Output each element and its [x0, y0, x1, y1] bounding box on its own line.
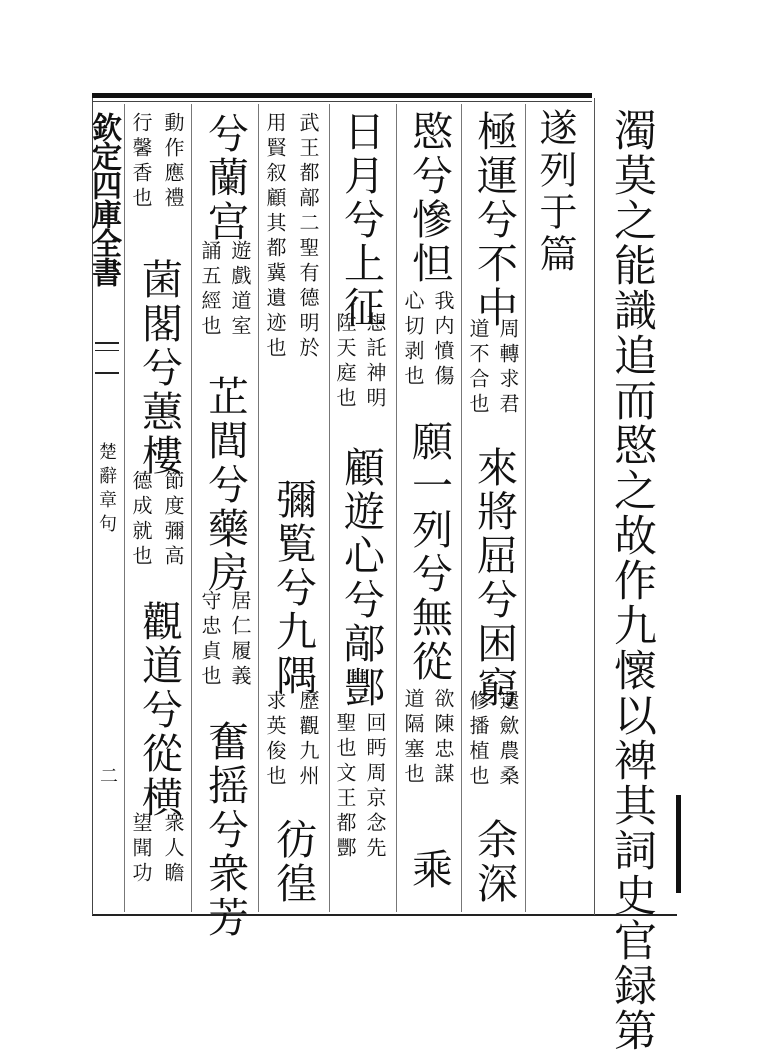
column-7-main-2: 芷閭兮藥房 [201, 375, 249, 595]
column-6-main-2: 彷徨 [269, 818, 317, 906]
column-3-note-1b: 道不合也 [466, 318, 490, 418]
column-5-main-1: 日月兮上征 [337, 110, 385, 330]
column-divider [329, 104, 330, 912]
column-3-note-2a: 還歛農桑 [496, 690, 520, 790]
column-7-note-1b: 誦五經也 [198, 240, 222, 340]
column-5-note-1b: 陞天庭也 [333, 312, 357, 412]
fold-mark [95, 342, 119, 374]
right-frame-line [594, 98, 595, 915]
column-4-note-2b: 道隔塞也 [401, 688, 425, 788]
column-divider [525, 104, 526, 912]
column-8-main-1: 菌閣兮蕙樓 [135, 258, 183, 478]
column-7-main-1: 兮蘭宫 [201, 112, 249, 244]
column-3-main-2: 來將屈兮困窮 [470, 446, 518, 710]
column-3-main-1: 極運兮不中 [470, 110, 518, 330]
column-8-note-3b: 望聞功 [129, 812, 153, 887]
column-8-note-2a: 節度彌高 [161, 470, 185, 570]
column-divider [396, 104, 397, 912]
column-2-text: 遂列于篇 [533, 108, 577, 276]
top-border [92, 93, 592, 98]
column-4-note-1b: 心切剥也 [401, 290, 425, 390]
column-6-main-1: 彌覧兮九隅 [269, 478, 317, 698]
top-border-inner [92, 101, 592, 102]
column-3-main-3: 余深 [470, 818, 518, 906]
column-8-note-1a: 動作應禮 [161, 112, 185, 212]
column-divider [461, 104, 462, 912]
column-8-main-2: 觀道兮從横 [135, 600, 183, 820]
column-7-note-2b: 守忠貞也 [198, 590, 222, 690]
column-divider [124, 104, 125, 912]
chapter-title: 楚辭章句 [96, 442, 117, 538]
edge-mark [676, 795, 681, 893]
column-divider [258, 104, 259, 912]
column-1-text: 濁莫之能識追而愍之故作九懷以裨其詞史官録第 [607, 108, 657, 1053]
column-4-main-2: 願一列兮無從 [405, 420, 453, 684]
column-6-note-2a: 歷觀九州 [296, 690, 320, 790]
column-7-note-1a: 遊戲道室 [228, 240, 252, 340]
column-8-note-1b: 行馨香也 [129, 112, 153, 212]
column-5-note-2b: 聖也文王都酆 [333, 712, 357, 862]
column-divider [191, 104, 192, 912]
column-8-note-3a: 衆人瞻 [161, 812, 185, 887]
column-4-note-2a: 欲陳忠謀 [431, 688, 455, 788]
bottom-border [92, 914, 677, 916]
column-6-note-1b: 用賢叙顧其都冀遺迹也 [263, 112, 287, 362]
column-6-note-1a: 武王都鄗二聖有德明於 [296, 112, 320, 362]
column-7-main-3: 奮摇兮衆芳 [201, 720, 249, 940]
column-6-note-2b: 求英俊也 [263, 690, 287, 790]
column-3-note-2b: 修播植也 [466, 690, 490, 790]
column-8-note-2b: 德成就也 [129, 470, 153, 570]
page-number: 二 [97, 766, 118, 784]
column-4-note-1a: 我内憤傷 [431, 290, 455, 390]
column-5-note-2a: 回眄周京念先 [363, 712, 387, 862]
book-title: 欽定四庫全書 [86, 112, 121, 286]
column-5-main-2: 顧遊心兮鄗酆 [337, 446, 385, 710]
column-5-note-1a: 想託神明 [363, 312, 387, 412]
column-3-note-1a: 周轉求君 [496, 318, 520, 418]
column-4-main-1: 愍兮慘怛 [405, 110, 453, 286]
column-4-main-3: 乘 [405, 848, 453, 892]
column-7-note-2a: 居仁履義 [228, 590, 252, 690]
